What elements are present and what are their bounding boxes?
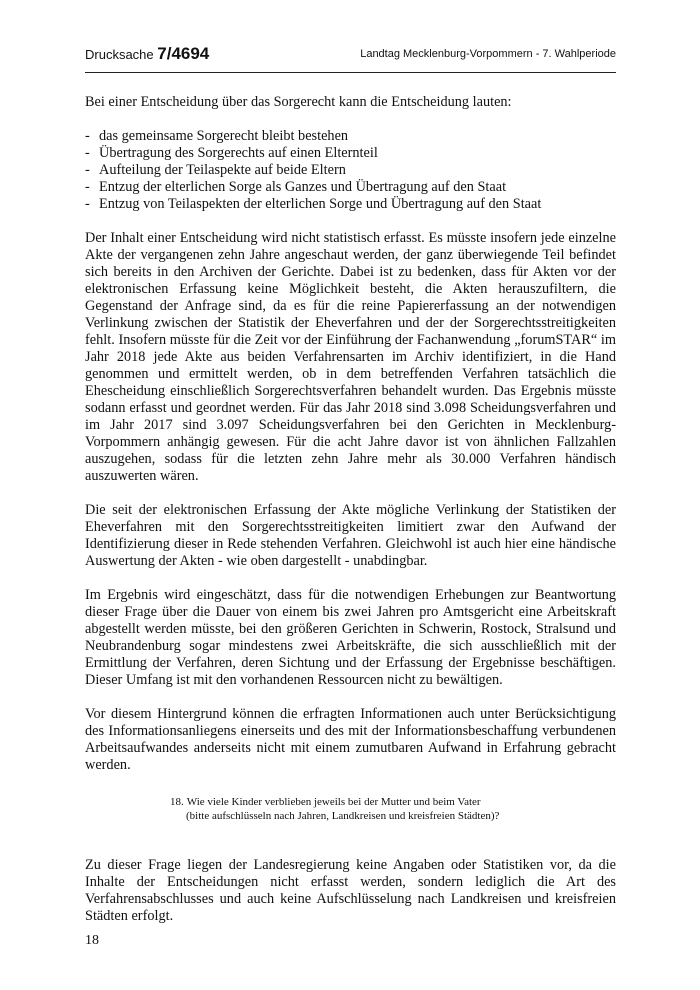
decision-options-list: [85, 128, 616, 213]
intro-text: Bei einer Entscheidung über das Sorgerecht kann die Entscheidung lauten:: [85, 94, 512, 110]
answer-text: Zu dieser Frage liegen der Landesregierung keine Angaben oder Statistiken vor, da die Inhalte der Entscheidungen nicht erfasst werden, sondern lediglich die Art des Verfahrensabschlusses und auch keine Aufschlüsselung nach Landkreisen und kreisfreien Städten erfolgt.: [85, 857, 616, 924]
question-number: 18.: [170, 796, 184, 808]
document-id: [85, 44, 209, 64]
list-item: - Übertragung des Sorgerechts auf einen Elternteil: [85, 145, 616, 162]
question-line-1: [170, 795, 540, 809]
paragraph: Vor diesem Hintergrund können die erfragten Informationen auch unter Berücksichtigung des Informationsanliegens einerseits und des mit der Informationsbeschaffung verbundenen Arbeitsaufwandes anderseits nicht mit einem zumutbaren Aufwand in Erfahrung gebracht werden.: [85, 706, 616, 773]
list-item: - Entzug von Teilaspekten der elterlichen Sorge und Übertragung auf den Staat: [85, 196, 616, 213]
document-number: 7/4694: [157, 44, 210, 63]
document-body: [85, 94, 616, 791]
page-number: 18: [85, 933, 99, 948]
parliament-title: Landtag Mecklenburg-Vorpommern - 7. Wahlperiode: [360, 48, 616, 60]
list-item: - Aufteilung der Teilaspekte auf beide Eltern: [85, 162, 616, 179]
question-text: Wie viele Kinder verblieben jeweils bei der Mutter und beim Vater: [186, 796, 481, 808]
page-header: [85, 40, 616, 73]
document-label: Drucksache: [85, 47, 154, 62]
paragraph: Die seit der elektronischen Erfassung der Akte mögliche Verlinkung der Statistiken der Eheverfahren mit den Sorgerechtsstreitigkeiten limitiert zwar den Aufwand der Identifizierung dieser in Rede stehenden Verfahren. Gleichwohl ist auch hier eine händische Auswertung der Akten - wie oben dargestellt - unabdingbar.: [85, 502, 616, 569]
list-item: - Entzug der elterlichen Sorge als Ganzes und Übertragung auf den Staat: [85, 179, 616, 196]
list-item: - das gemeinsame Sorgerecht bleibt bestehen: [85, 128, 616, 145]
question-block: [170, 795, 540, 823]
question-line-2: (bitte aufschlüsseln nach Jahren, Landkreisen und kreisfreien Städten)?: [186, 810, 500, 822]
paragraph: Im Ergebnis wird eingeschätzt, dass für die notwendigen Erhebungen zur Beantwortung dieser Frage über die Dauer von einem bis zwei Jahren pro Amtsgericht eine Arbeitskraft abgestellt werden müsste, bei den größeren Gerichten in Schwerin, Rostock, Stralsund und Neubrandenburg sogar mindestens zwei Arbeitskräfte, die sich ausschließlich mit der Ermittlung der Verfahren, deren Sichtung und der Erfassung der Ergebnisse beschäftigen. Dieser Umfang ist mit den vorhandenen Ressourcen nicht zu bewältigen.: [85, 587, 616, 688]
paragraph: Der Inhalt einer Entscheidung wird nicht statistisch erfasst. Es müsste insofern jede einzelne Akte der vergangenen zehn Jahre angeschaut werden, der ganz überwiegende Teil befindet sich bereits in den Archiven der Gerichte. Dabei ist zu bedenken, dass für Akten vor der elektronischen Erfassung keine Möglichkeit besteht, die Akten herauszufiltern, die Gegenstand der Anfrage sind, da es für die reine Papiererfassung an der notwendigen Verlinkung zwischen der Statistik der Eheverfahren und der der Sorgerechtsstreitigkeiten fehlt. Insofern müsste für die Zeit vor der Einführung der Fachanwendung „forumSTAR“ im Jahr 2018 jede Akte aus beiden Verfahrensarten im Archiv identifiziert, in die Hand genommen und ermittelt werden, ob in dem betreffenden Verfahren tatsächlich die Ehescheidung einschließlich Sorgerechtsverfahren behandelt wurden. Das Ergebnis müsste sodann erfasst und geordnet werden. Für das Jahr 2018 sind 3.098 Scheidungsverfahren und im Jahr 2017 sind 3.097 Scheidungsverfahren bei den Gerichten in Mecklenburg-Vorpommern anhängig gewesen. Für die acht Jahre davor ist von ähnlichen Fallzahlen auszugehen, sodass für die letzten zehn Jahre mehr als 30.000 Verfahren händisch auszuwerten wären.: [85, 230, 616, 484]
